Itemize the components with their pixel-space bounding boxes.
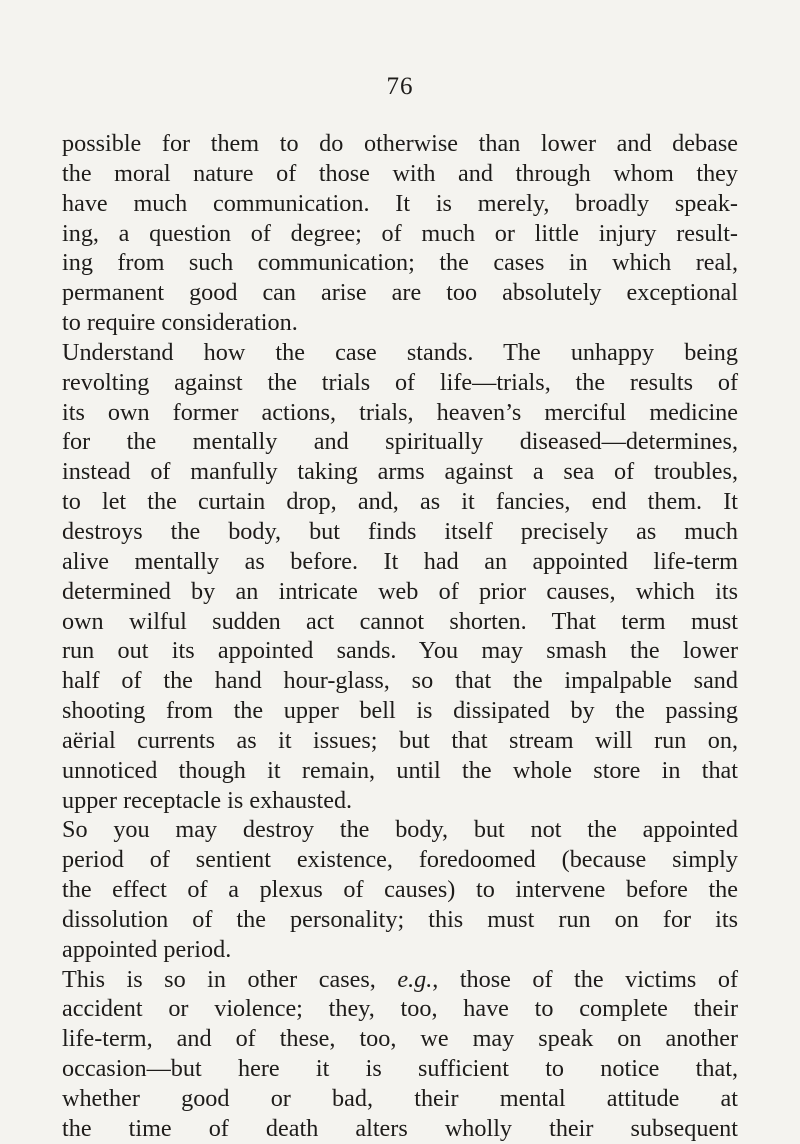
- text-fragment: This is so in other cases,: [62, 965, 398, 993]
- text-line: [62, 965, 738, 995]
- text-line: permanent good can arise are too absolutely exceptional: [62, 279, 738, 307]
- text-line: revolting against the trials of life—trials, the results of: [62, 368, 738, 396]
- text-line: Understand how the case stands. The unhappy being: [62, 338, 738, 366]
- text-line: upper receptacle is exhausted.: [62, 786, 353, 814]
- text-line: period of sentient existence, foredoomed (because simply: [62, 846, 738, 874]
- text-line: to require consideration.: [62, 309, 298, 337]
- text-line: unnoticed though it remain, until the whole store in that: [62, 756, 738, 784]
- page-number: 76: [386, 73, 414, 100]
- text-line: the moral nature of those with and through whom they: [62, 159, 738, 187]
- text-line: its own former actions, trials, heaven’s merciful medicine: [62, 398, 738, 426]
- text-line: ing from such communication; the cases in which real,: [62, 249, 738, 277]
- text-line: determined by an intricate web of prior causes, which its: [62, 577, 738, 605]
- text-line: to let the curtain drop, and, as it fancies, end them. It: [62, 488, 738, 516]
- text-line: alive mentally as before. It had an appointed life-term: [62, 547, 738, 575]
- text-line: occasion—but here it is sufficient to notice that,: [62, 1055, 738, 1083]
- text-fragment: , those of the victims of: [432, 965, 739, 993]
- text-line: the effect of a plexus of causes) to intervene before the: [62, 876, 738, 904]
- text-line: half of the hand hour-glass, so that the impalpable sand: [62, 667, 738, 695]
- text-line: instead of manfully taking arms against a sea of troubles,: [62, 458, 738, 486]
- text-line: accident or violence; they, too, have to complete their: [62, 995, 738, 1023]
- text-line: aërial currents as it issues; but that stream will run on,: [62, 726, 738, 754]
- text-line: ing, a question of degree; of much or little injury result-: [62, 219, 738, 247]
- italic-abbreviation: e.g.: [397, 965, 433, 993]
- text-line: shooting from the upper bell is dissipated by the passing: [62, 697, 738, 725]
- text-line: dissolution of the personality; this must run on for its: [62, 905, 738, 933]
- text-line: whether good or bad, their mental attitude at: [62, 1085, 738, 1112]
- body-text: [62, 129, 738, 1144]
- text-line: appointed period.: [62, 935, 232, 963]
- text-line: run out its appointed sands. You may smash the lower: [62, 637, 738, 665]
- text-line: own wilful sudden act cannot shorten. That term must: [62, 607, 738, 635]
- text-line: destroys the body, but finds itself precisely as much: [62, 517, 738, 545]
- text-line: life-term, and of these, too, we may speak on another: [62, 1025, 738, 1053]
- text-line: possible for them to do otherwise than lower and debase: [62, 130, 738, 157]
- text-line: So you may destroy the body, but not the appointed: [62, 816, 738, 844]
- text-line: have much communication. It is merely, broadly speak-: [62, 189, 738, 217]
- text-line: for the mentally and spiritually diseased—determines,: [62, 428, 738, 456]
- text-line: the time of death alters wholly their subsequent: [62, 1114, 738, 1142]
